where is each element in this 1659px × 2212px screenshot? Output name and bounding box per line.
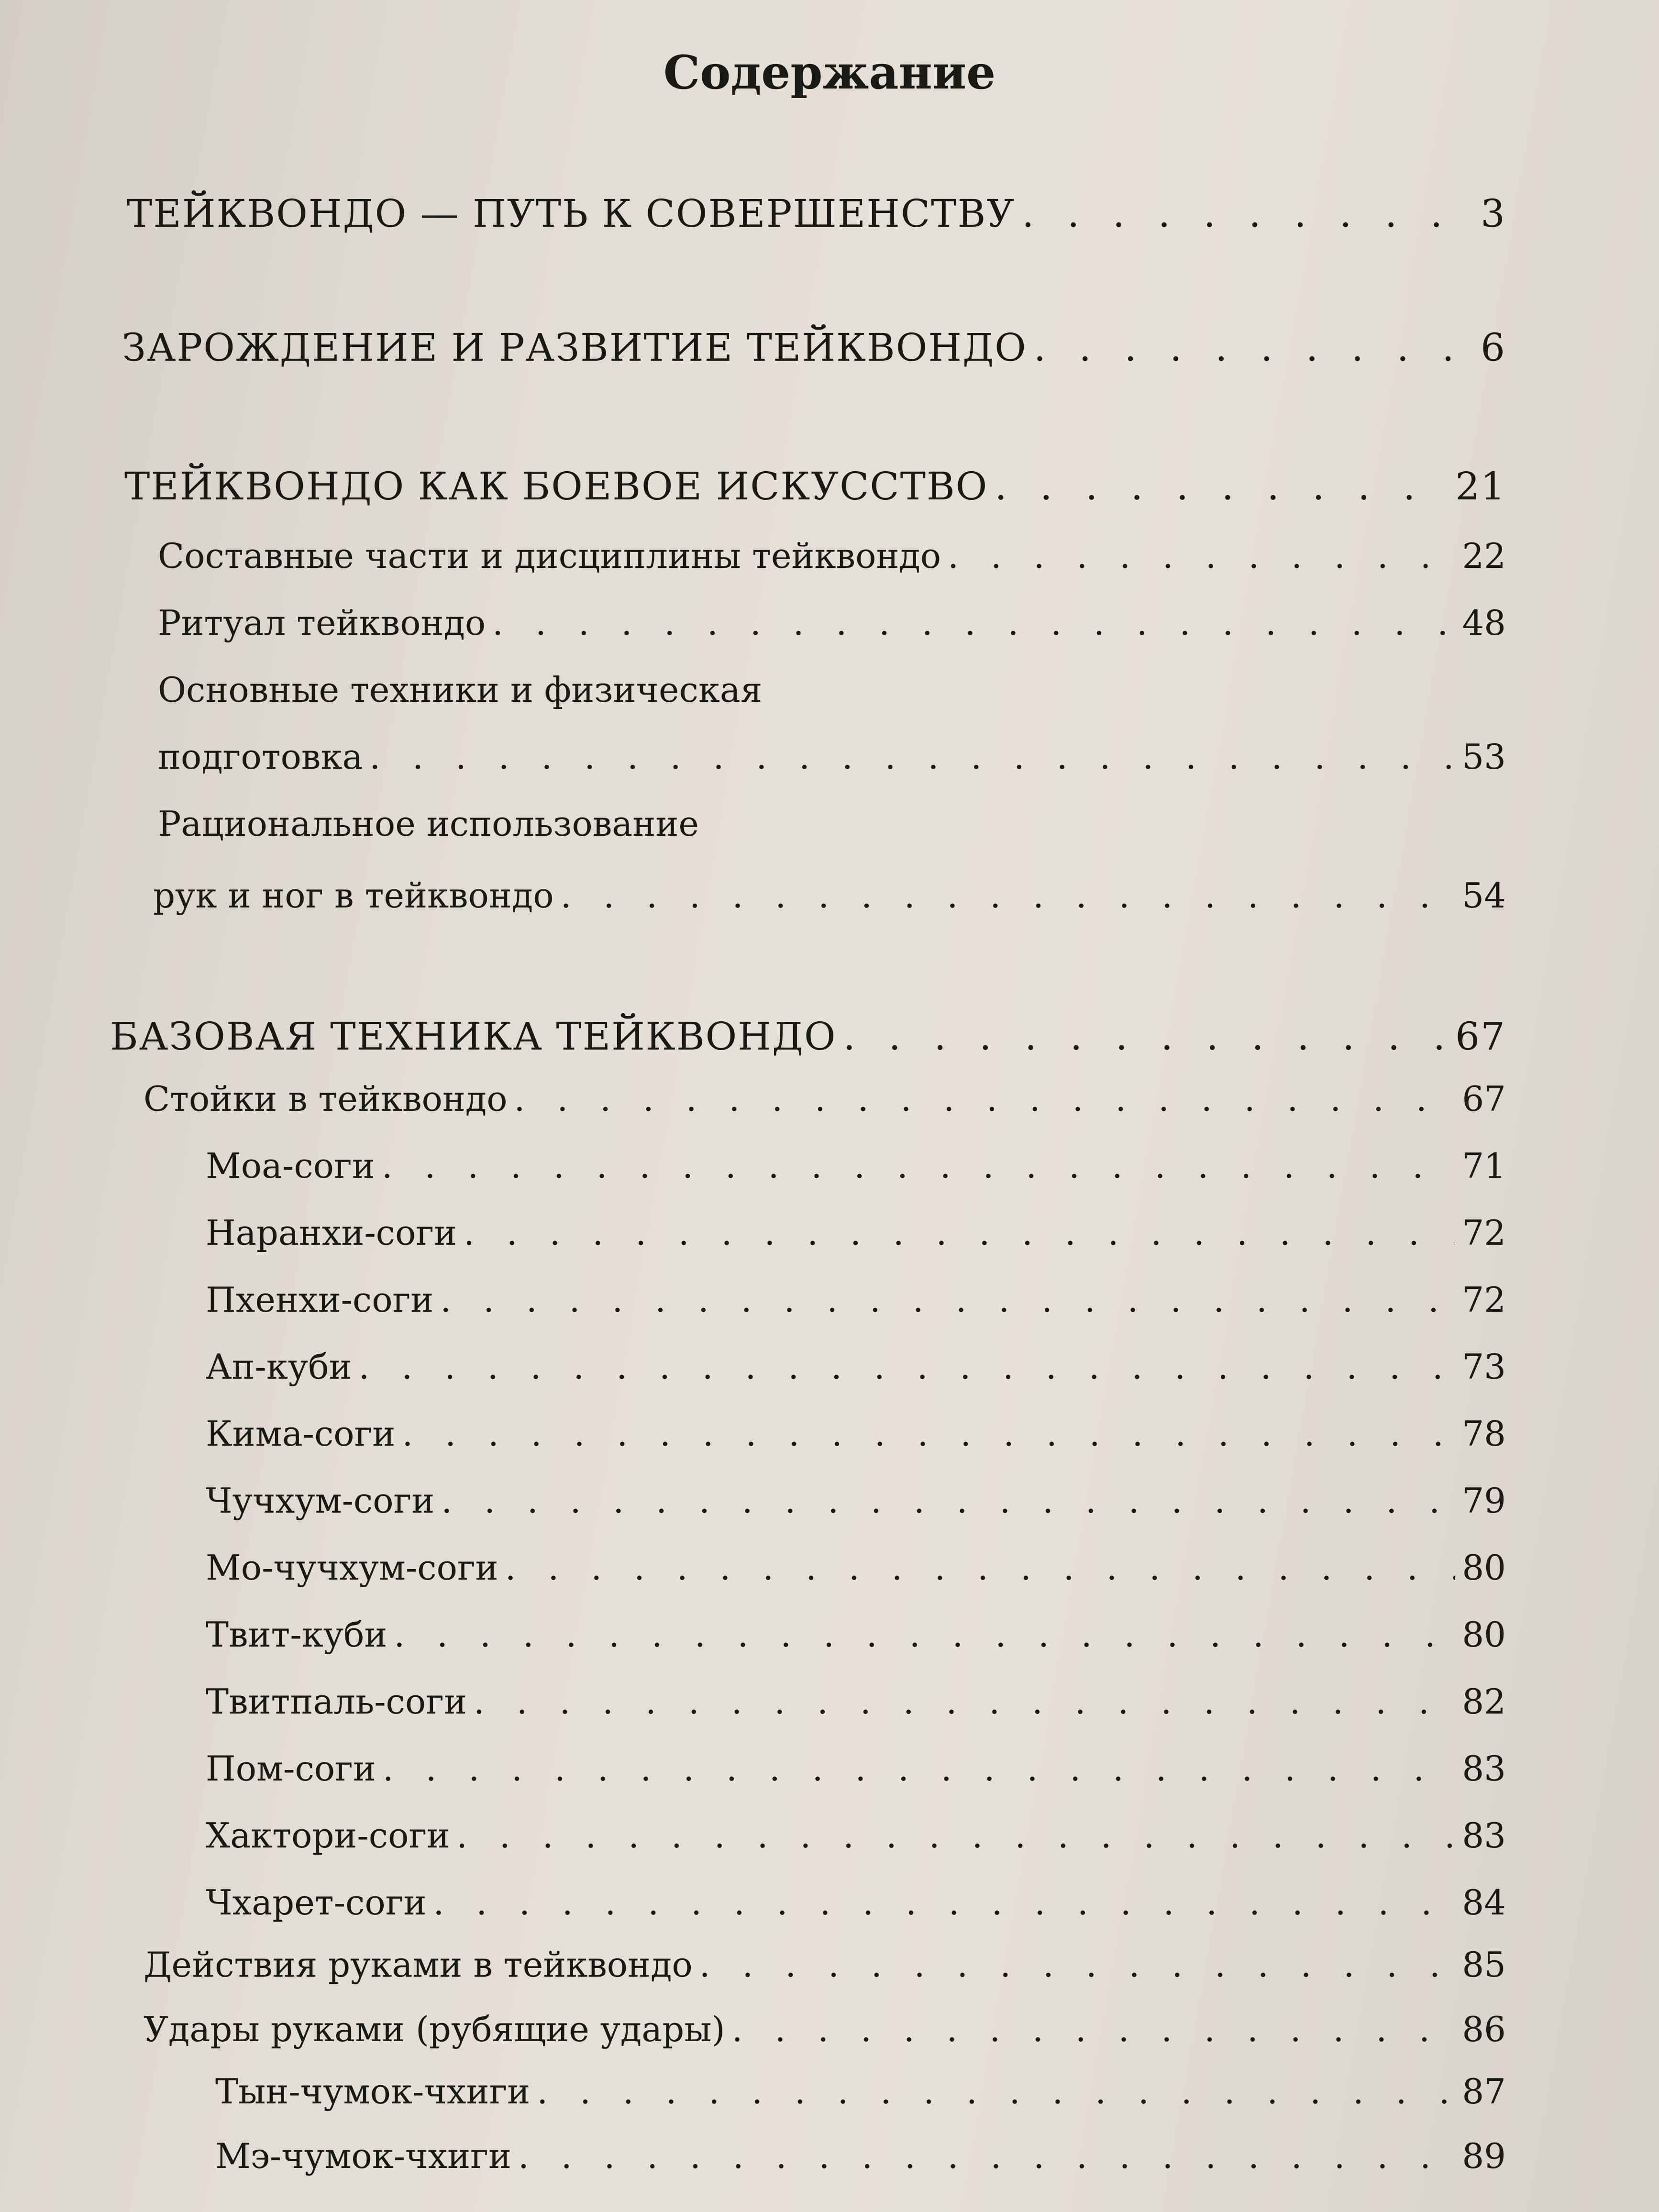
toc-entry-page: 6 xyxy=(1481,325,1506,370)
toc-entry-page: 79 xyxy=(1462,1481,1506,1521)
toc-entry-page: 86 xyxy=(1462,2009,1506,2049)
toc-entry-item xyxy=(206,1280,1506,1320)
toc-entry-item xyxy=(206,1748,1506,1789)
toc-entry-label: Удары руками (рубящие удары) xyxy=(144,2009,725,2049)
toc-entry-label: Твит-куби xyxy=(206,1615,387,1655)
toc-entry-label-line1: Основные техники и физическая xyxy=(158,670,763,710)
toc-entry-item xyxy=(206,1146,1506,1186)
toc-entry-page: 80 xyxy=(1462,1548,1506,1588)
toc-entry-page: 67 xyxy=(1462,1079,1506,1119)
toc-entry-label: Тын-чумок-чхиги xyxy=(215,2071,531,2112)
toc-entry-label: Составные части и дисциплины тейквондо xyxy=(158,536,941,576)
toc-entry-label: Чучхум-соги xyxy=(206,1481,435,1521)
toc-entry-page: 67 xyxy=(1455,1014,1506,1059)
page-title: Содержание xyxy=(663,45,996,100)
dot-leader xyxy=(402,1414,1455,1454)
toc-entry-label: Мэ-чумок-чхиги xyxy=(215,2136,511,2176)
toc-entry-item xyxy=(206,1681,1506,1722)
toc-entry-label: ЗАРОЖДЕНИЕ И РАЗВИТИЕ ТЕЙКВОНДО xyxy=(122,325,1027,370)
toc-entry-subsection xyxy=(158,536,1506,576)
toc-entry-subsection xyxy=(158,737,1506,777)
dot-leader xyxy=(514,1079,1456,1119)
toc-entry-item xyxy=(206,1548,1506,1588)
toc-entry-label: ТЕЙКВОНДО — ПУТЬ К СОВЕРШЕНСТВУ xyxy=(127,191,1016,236)
dot-leader xyxy=(518,2136,1455,2176)
toc-entry-label-line1: Рациональное использование xyxy=(158,804,699,844)
toc-entry-page: 54 xyxy=(1462,875,1506,916)
toc-entry-label: рук и ног в тейквондо xyxy=(153,875,554,916)
toc-entry-page: 21 xyxy=(1455,464,1506,509)
toc-entry-page: 3 xyxy=(1481,191,1506,236)
toc-entry-label: Ап-куби xyxy=(206,1347,352,1387)
dot-leader xyxy=(995,464,1449,509)
toc-entry-page: 72 xyxy=(1462,1280,1506,1320)
dot-leader xyxy=(464,1213,1455,1253)
dot-leader xyxy=(505,1548,1456,1588)
toc-entry-page: 89 xyxy=(1462,2136,1506,2176)
toc-entry-page: 71 xyxy=(1462,1146,1506,1186)
toc-entry-label: Пхенхи-соги xyxy=(206,1280,434,1320)
toc-entry-section xyxy=(110,1014,1506,1059)
dot-leader xyxy=(843,1014,1449,1059)
toc-entry-item xyxy=(206,1213,1506,1253)
toc-entry-subsection xyxy=(158,603,1506,643)
dot-leader xyxy=(369,737,1455,777)
toc-entry-label: Хактори-соги xyxy=(206,1815,450,1856)
toc-entry-item xyxy=(206,1615,1506,1655)
toc-entry-page: 84 xyxy=(1462,1882,1506,1923)
toc-entry-item xyxy=(206,1347,1506,1387)
toc-entry-page: 80 xyxy=(1462,1615,1506,1655)
toc-entry-label: Моа-соги xyxy=(206,1146,375,1186)
toc-entry-label: БАЗОВАЯ ТЕХНИКА ТЕЙКВОНДО xyxy=(110,1014,837,1059)
dot-leader xyxy=(492,603,1455,643)
toc-entry-item xyxy=(215,2071,1506,2112)
toc-entry-label: ТЕЙКВОНДО КАК БОЕВОЕ ИСКУССТВО xyxy=(124,464,988,509)
toc-entry-label: подготовка xyxy=(158,737,363,777)
toc-entry-page: 83 xyxy=(1462,1815,1506,1856)
toc-entry-page: 83 xyxy=(1462,1748,1506,1789)
toc-entry-item xyxy=(206,1815,1506,1856)
toc-entry-label: Стойки в тейквондо xyxy=(144,1079,508,1119)
toc-entry-section xyxy=(122,325,1506,370)
dot-leader xyxy=(1022,191,1474,236)
toc-entry-page: 22 xyxy=(1462,536,1506,576)
dot-leader xyxy=(441,1481,1455,1521)
toc-entry-label: Наранхи-соги xyxy=(206,1213,457,1253)
toc-entry-page: 78 xyxy=(1462,1414,1506,1454)
toc-entry-subsection xyxy=(144,1079,1506,1119)
toc-entry-label: Действия руками в тейквондо xyxy=(144,1945,693,1985)
dot-leader xyxy=(359,1347,1456,1387)
toc-entry-label: Чхарет-соги xyxy=(206,1882,427,1923)
toc-entry-section xyxy=(127,191,1506,236)
toc-entry-page: 85 xyxy=(1462,1945,1506,1985)
toc-entry-subsection xyxy=(153,875,1506,916)
toc-entry-subsection xyxy=(144,2009,1506,2049)
toc-entry-item xyxy=(206,1882,1506,1923)
toc-entry-page: 87 xyxy=(1462,2071,1506,2112)
toc-entry-label: Твитпаль-соги xyxy=(206,1681,467,1722)
toc-entry-item xyxy=(206,1481,1506,1521)
dot-leader xyxy=(1034,325,1474,370)
toc-entry-page: 72 xyxy=(1462,1213,1506,1253)
dot-leader xyxy=(732,2009,1456,2049)
dot-leader xyxy=(561,875,1456,916)
toc-entry-page: 73 xyxy=(1462,1347,1506,1387)
dot-leader xyxy=(383,1748,1456,1789)
dot-leader xyxy=(456,1815,1455,1856)
dot-leader xyxy=(699,1945,1456,1985)
toc-entry-item xyxy=(206,1414,1506,1454)
toc-entry-label: Ритуал тейквондо xyxy=(158,603,486,643)
dot-leader xyxy=(948,536,1455,576)
toc-entry-item xyxy=(215,2136,1506,2176)
toc-entry-label: Мо-чучхум-соги xyxy=(206,1548,498,1588)
dot-leader xyxy=(433,1882,1455,1923)
toc-entry-subsection xyxy=(144,1945,1506,1985)
dot-leader xyxy=(440,1280,1455,1320)
toc-entry-label: Кима-соги xyxy=(206,1414,396,1454)
toc-entry-label: Пом-соги xyxy=(206,1748,376,1789)
toc-entry-section xyxy=(124,464,1506,509)
dot-leader xyxy=(382,1146,1456,1186)
dot-leader xyxy=(474,1681,1455,1722)
toc-entry-page: 48 xyxy=(1462,603,1506,643)
toc-entry-page: 53 xyxy=(1462,737,1506,777)
dot-leader xyxy=(537,2071,1455,2112)
dot-leader xyxy=(394,1615,1455,1655)
toc-entry-page: 82 xyxy=(1462,1681,1506,1722)
